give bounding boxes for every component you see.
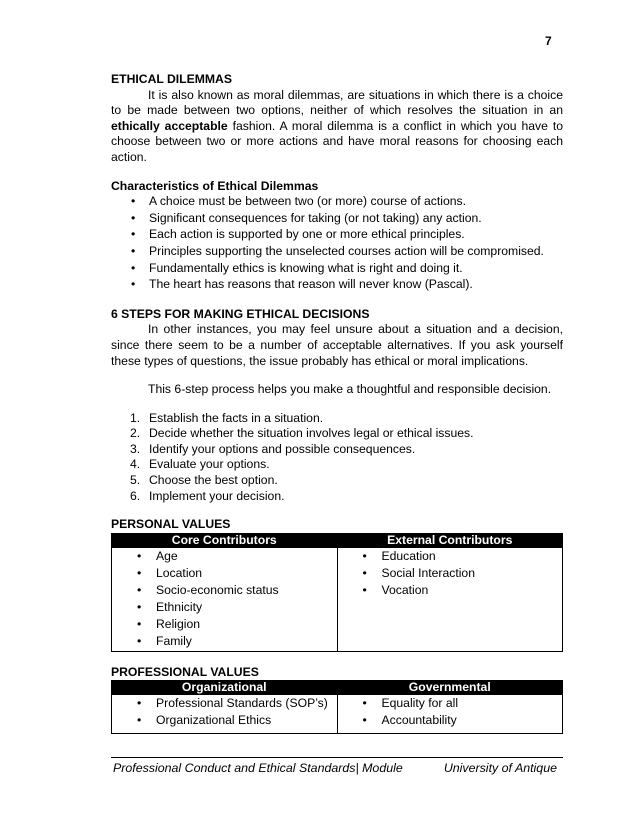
core-contributors-cell	[112, 547, 338, 651]
intro-text-end: fashion. A moral dilemma is a conflict in which you have to choose between two or more actions and have moral reasons for choosing each action.	[111, 118, 563, 164]
list-item	[111, 442, 563, 458]
external-contributors-header: External Contributors	[337, 533, 563, 547]
step-text: Evaluate your options.	[149, 457, 270, 472]
list-item: • The heart has reasons that reason will never know (Pascal).	[111, 277, 563, 293]
list-item: • A choice must be between two (or more) course of actions.	[111, 194, 563, 210]
list-item: • Each action is supported by one or more ethical principles.	[111, 227, 563, 243]
professional-values-heading: PROFESSIONAL VALUES	[111, 664, 259, 679]
list-item: • Education	[338, 548, 563, 564]
step-number: 5.	[130, 473, 141, 488]
governmental-cell	[337, 695, 563, 734]
list-item: • Accountability	[338, 712, 563, 728]
six-steps-process-note: This 6-step process helps you make a thoughtful and responsible decision.	[148, 382, 552, 397]
list-item	[111, 426, 563, 442]
list-item: • Family	[112, 633, 337, 649]
list-item: • Equality for all	[338, 695, 563, 711]
list-item: • Ethnicity	[112, 599, 337, 615]
governmental-header: Governmental	[337, 681, 563, 695]
list-item: • Location	[112, 565, 337, 581]
organizational-list	[112, 695, 337, 728]
step-number: 6.	[130, 488, 141, 503]
page-footer	[111, 757, 563, 775]
step-text: Decide whether the situation involves legal or ethical issues.	[149, 426, 474, 441]
list-item: • Significant consequences for taking (or not taking) any action.	[111, 211, 563, 227]
list-item	[111, 457, 563, 473]
step-number: 2.	[130, 426, 141, 441]
intro-text-start: It is also known as moral dilemmas, are situations in which there is a choice to be made between two options, neither of which resolves the situation in an	[111, 87, 563, 118]
list-item: • Organizational Ethics	[112, 712, 337, 728]
organizational-cell	[112, 695, 338, 734]
core-contributors-header: Core Contributors	[112, 533, 338, 547]
list-item	[111, 489, 563, 505]
footer-module-title: Professional Conduct and Ethical Standards| Module	[113, 761, 403, 775]
external-contributors-cell	[337, 547, 563, 651]
list-item: • Social Interaction	[338, 565, 563, 581]
ethical-dilemmas-paragraph	[111, 88, 563, 166]
list-item: • Principles supporting the unselected courses action will be compromised.	[111, 244, 563, 260]
personal-values-table	[111, 533, 563, 652]
page-content	[111, 72, 563, 734]
list-item: • Fundamentally ethics is knowing what is right and doing it.	[111, 261, 563, 277]
footer-institution: University of Antique	[443, 761, 557, 775]
list-item: • Vocation	[338, 582, 563, 598]
ethical-dilemmas-heading: ETHICAL DILEMMAS	[111, 72, 232, 86]
six-steps-heading: 6 STEPS FOR MAKING ETHICAL DECISIONS	[111, 306, 370, 321]
list-item	[111, 473, 563, 489]
list-item: • Age	[112, 548, 337, 564]
list-item	[111, 411, 563, 427]
personal-values-heading: PERSONAL VALUES	[111, 517, 231, 532]
list-item: • Religion	[112, 616, 337, 632]
list-item: • Socio-economic status	[112, 582, 337, 598]
six-steps-intro: In other instances, you may feel unsure about a situation and a decision, since there seem to be a number of acceptable alternatives. If you ask yourself these types of questions, the issue probably has ethical or moral implications.	[111, 322, 563, 368]
step-number: 4.	[130, 457, 141, 472]
organizational-header: Organizational	[112, 681, 338, 695]
step-number: 3.	[130, 441, 141, 456]
step-text: Implement your decision.	[149, 488, 285, 503]
characteristics-heading: Characteristics of Ethical Dilemmas	[111, 178, 319, 193]
step-text: Identify your options and possible consequences.	[149, 441, 416, 456]
intro-bold-phrase: ethically acceptable	[111, 118, 228, 133]
core-contributors-list	[112, 548, 337, 649]
characteristics-list	[111, 194, 563, 293]
step-number: 1.	[130, 410, 141, 425]
external-contributors-list	[338, 548, 563, 598]
list-item: • Professional Standards (SOP’s)	[112, 695, 337, 711]
page-number: 7	[545, 34, 552, 48]
step-text: Establish the facts in a situation.	[149, 410, 324, 425]
six-steps-list	[111, 411, 563, 505]
governmental-list	[338, 695, 563, 728]
professional-values-table	[111, 680, 563, 734]
step-text: Choose the best option.	[149, 473, 278, 488]
